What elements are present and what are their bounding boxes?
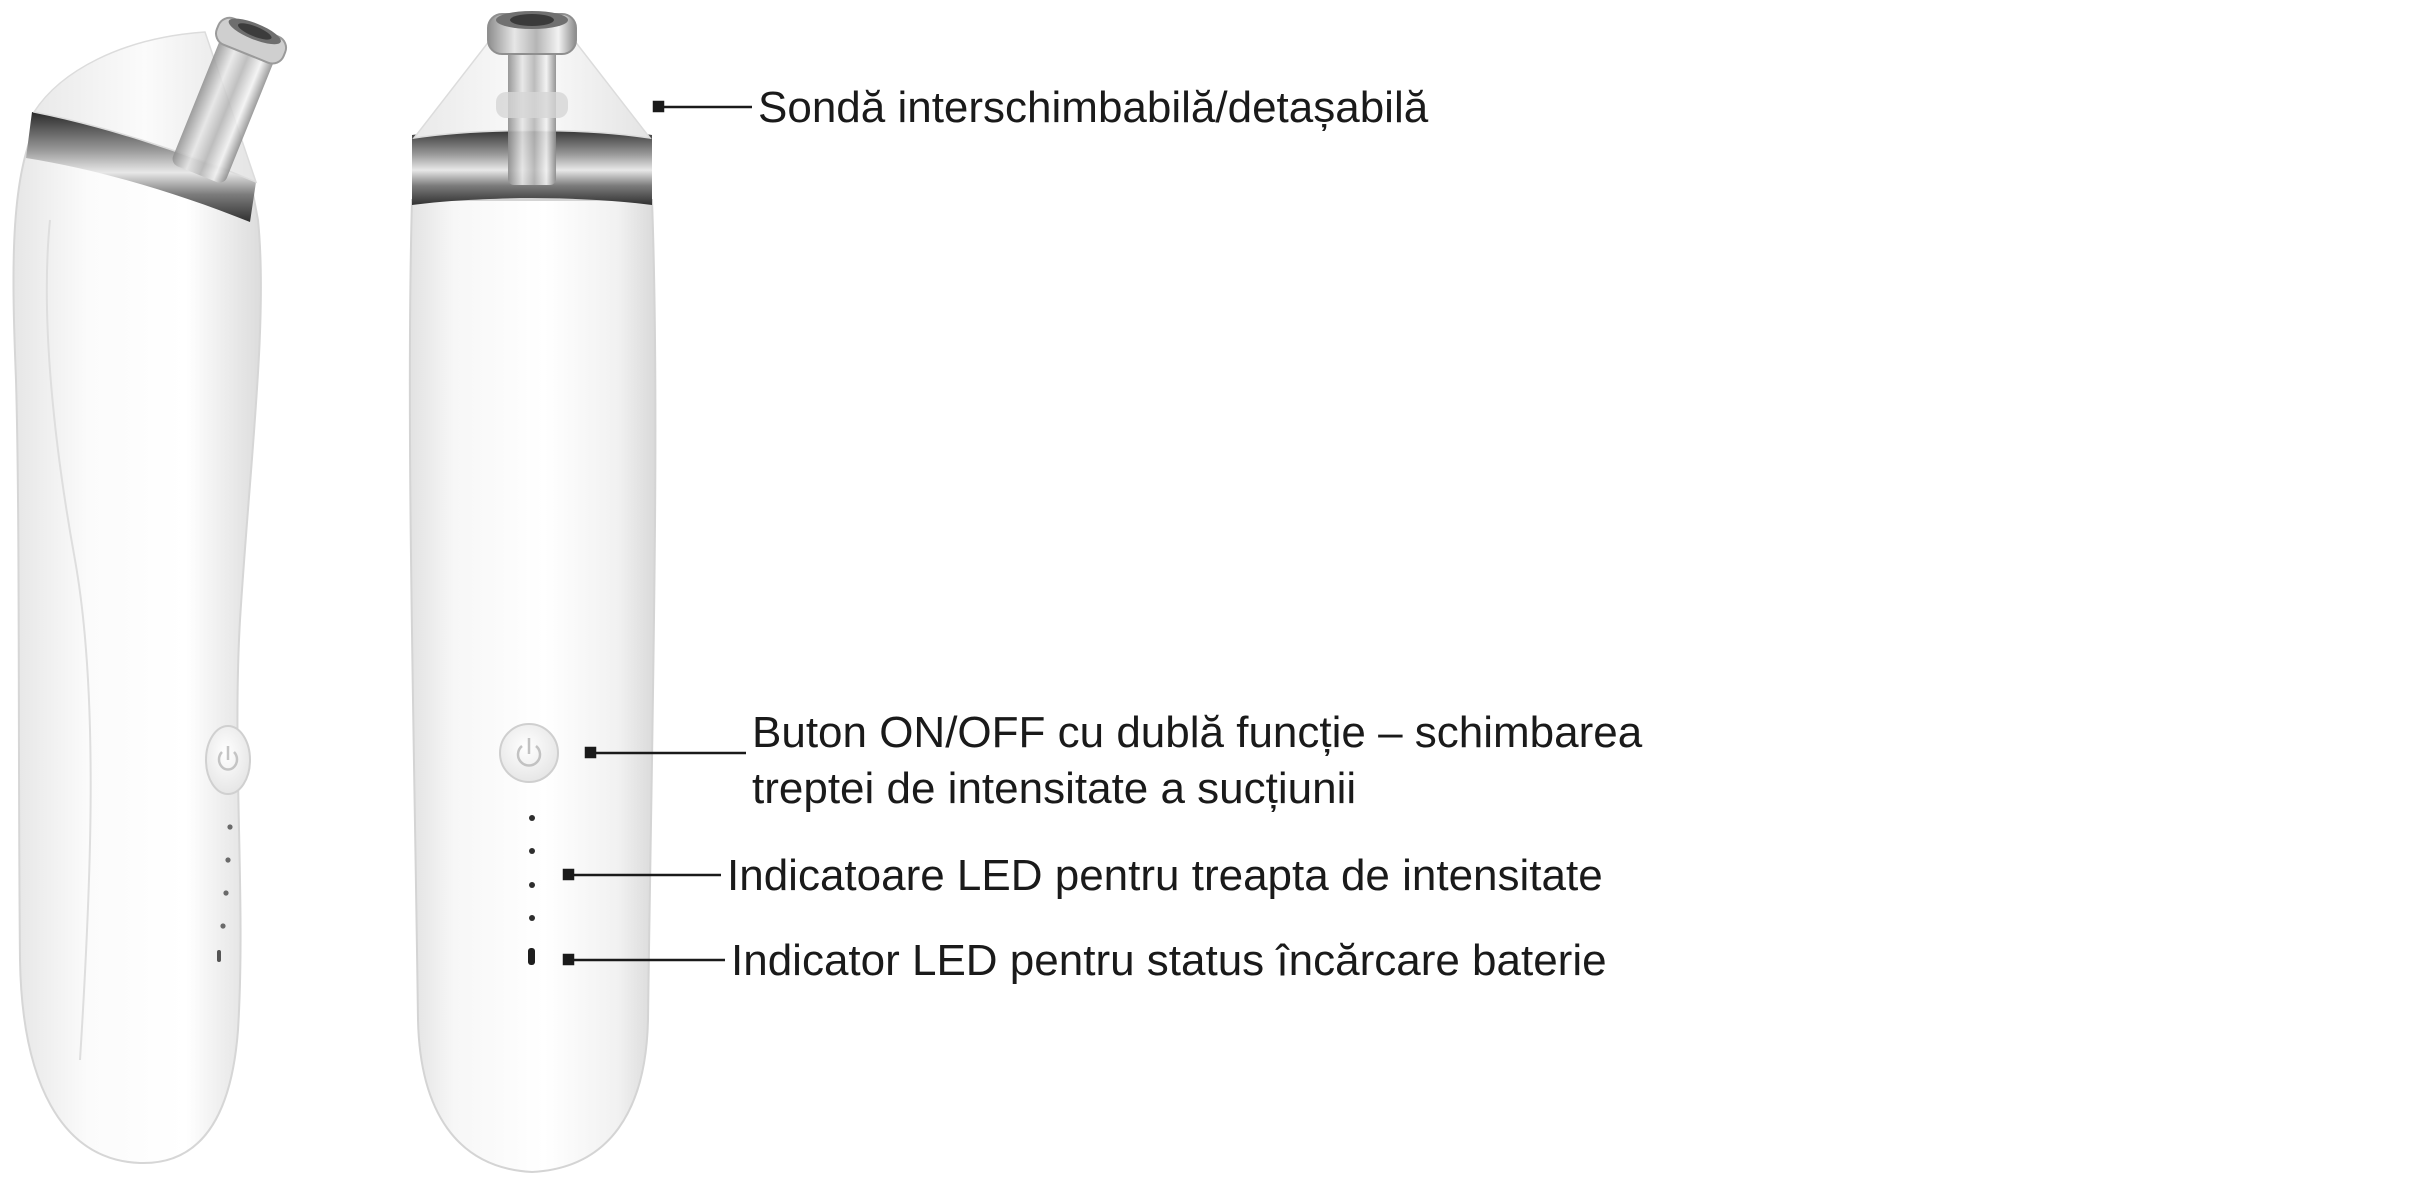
device-front-view bbox=[410, 11, 656, 1172]
device-side-view bbox=[13, 10, 291, 1163]
callout-power-button-line2: treptei de intensitate a sucțiunii bbox=[752, 764, 1357, 813]
callout-probe-text: Sondă interschimbabilă/detașabilă bbox=[758, 83, 1429, 132]
battery-led bbox=[528, 948, 535, 965]
side-power-button[interactable] bbox=[206, 726, 250, 794]
side-intensity-led bbox=[225, 857, 230, 862]
callout-power-button-line1: Buton ON/OFF cu dublă funcție – schimbarea bbox=[752, 708, 1643, 757]
front-power-button[interactable] bbox=[500, 724, 558, 782]
callout-battery-led bbox=[731, 933, 1607, 989]
intensity-led bbox=[529, 815, 535, 821]
callout-intensity-leds-text: Indicatoare LED pentru treapta de intensitate bbox=[727, 851, 1603, 900]
callout-probe bbox=[758, 80, 1428, 136]
front-body bbox=[410, 200, 656, 1172]
callout-power-button bbox=[752, 705, 1642, 817]
callout-battery-led-text: Indicator LED pentru status încărcare baterie bbox=[731, 936, 1607, 985]
side-body bbox=[13, 135, 260, 1163]
intensity-led bbox=[529, 915, 535, 921]
intensity-led bbox=[529, 882, 535, 888]
callout-intensity-leds bbox=[727, 848, 1603, 904]
leader-probe bbox=[654, 102, 752, 111]
side-intensity-led bbox=[220, 923, 225, 928]
side-intensity-led bbox=[223, 890, 228, 895]
side-battery-led bbox=[217, 950, 221, 962]
intensity-led bbox=[529, 848, 535, 854]
side-intensity-led bbox=[227, 824, 232, 829]
